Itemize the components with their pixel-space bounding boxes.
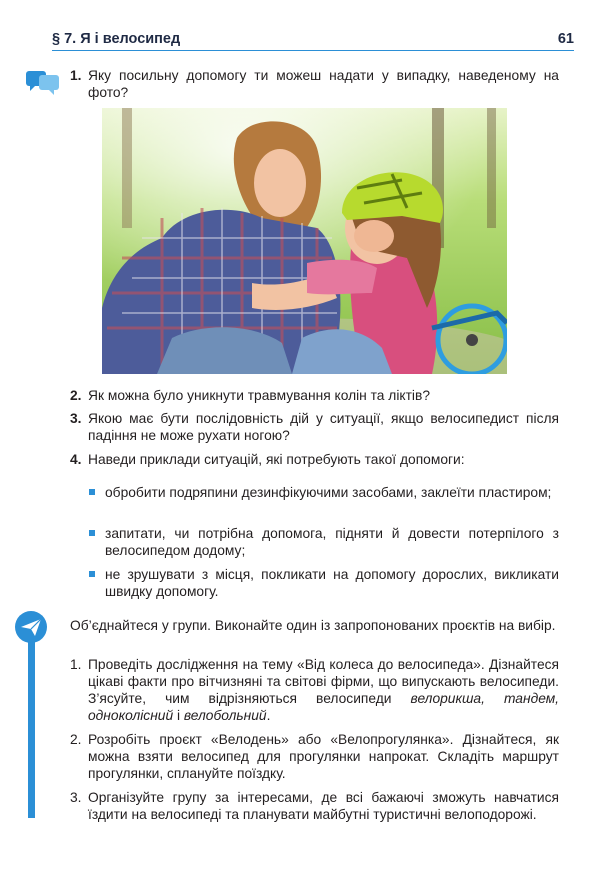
project-task-2 — [70, 731, 559, 782]
bullet-square-icon — [89, 489, 95, 495]
task-number: 3. — [70, 790, 82, 805]
bullet-square-icon — [89, 571, 95, 577]
page-number: 61 — [557, 31, 574, 47]
task-text: Проведіть дослідження на тему «Від колеса до велосипеда». Дізнайтеся цікаві факти про вітчизняні та світові фірми, що випускають велосипеди. З’ясуйте, чим відрізняються велосипеди велорикша, тандем, одноколісний і велобольний. — [88, 657, 560, 723]
italic-term: велобольний — [183, 708, 267, 723]
task-number: 2. — [70, 732, 82, 747]
question-text: Наведи приклади ситуацій, які потребують такої допомоги: — [88, 452, 465, 467]
italic-terms: велорикша, тандем, одноколісний — [88, 691, 560, 723]
project-intro: Об’єднайтеся у групи. Виконайте один із запропонованих проєктів на вибір. — [70, 618, 556, 633]
photo-woman-helping-girl-with-bike — [102, 108, 507, 374]
question-2 — [70, 387, 559, 404]
project-task-3 — [70, 789, 559, 823]
section-title: § 7. Я і велосипед — [52, 31, 181, 47]
question-text: Якою має бути послідовність дій у ситуації, якщо велосипедист після падіння не може рухати ногою? — [88, 411, 559, 443]
project-task-1 — [70, 656, 559, 724]
list-item: запитати, чи потрібна допомога, підняти й довести потерпілого з велосипедом додому; — [89, 525, 559, 559]
task-number: 1. — [70, 657, 82, 672]
list-item: не зрушувати з місця, покликати на допомогу дорослих, викликати швидку допомогу. — [89, 566, 559, 600]
task-text: Розробіть проєкт «Велодень» або «Велопрогулянка». Дізнайтеся, як можна взяти велосипед для прогулянки напрокат. Складіть маршрут прогулянки, сплануйте поїздку. — [88, 732, 559, 781]
question-number: 2. — [70, 388, 82, 403]
question-number: 4. — [70, 452, 82, 467]
task-text: Організуйте групу за інтересами, де всі бажаючі зможуть навчатися їздити на велосипеді та планувати майбутні туристичні велоподорожі. — [88, 790, 559, 822]
question-3 — [70, 410, 559, 444]
question-number: 1. — [70, 68, 82, 83]
question-text: Як можна було уникнути травмування колін та ліктів? — [88, 388, 430, 403]
question-4 — [70, 451, 559, 468]
page-header — [52, 30, 574, 51]
question-number: 3. — [70, 411, 82, 426]
paper-plane-icon — [14, 610, 48, 644]
question-text: Яку посильну допомогу ти можеш надати у випадку, наведеному на фото? — [88, 68, 559, 100]
discussion-bubbles-icon — [25, 68, 61, 96]
bullet-square-icon — [89, 530, 95, 536]
question-1 — [70, 67, 559, 101]
project-section-bar — [28, 638, 35, 818]
list-item: обробити подряпини дезинфікуючими засобами, заклеїти пластиром; — [89, 484, 559, 501]
